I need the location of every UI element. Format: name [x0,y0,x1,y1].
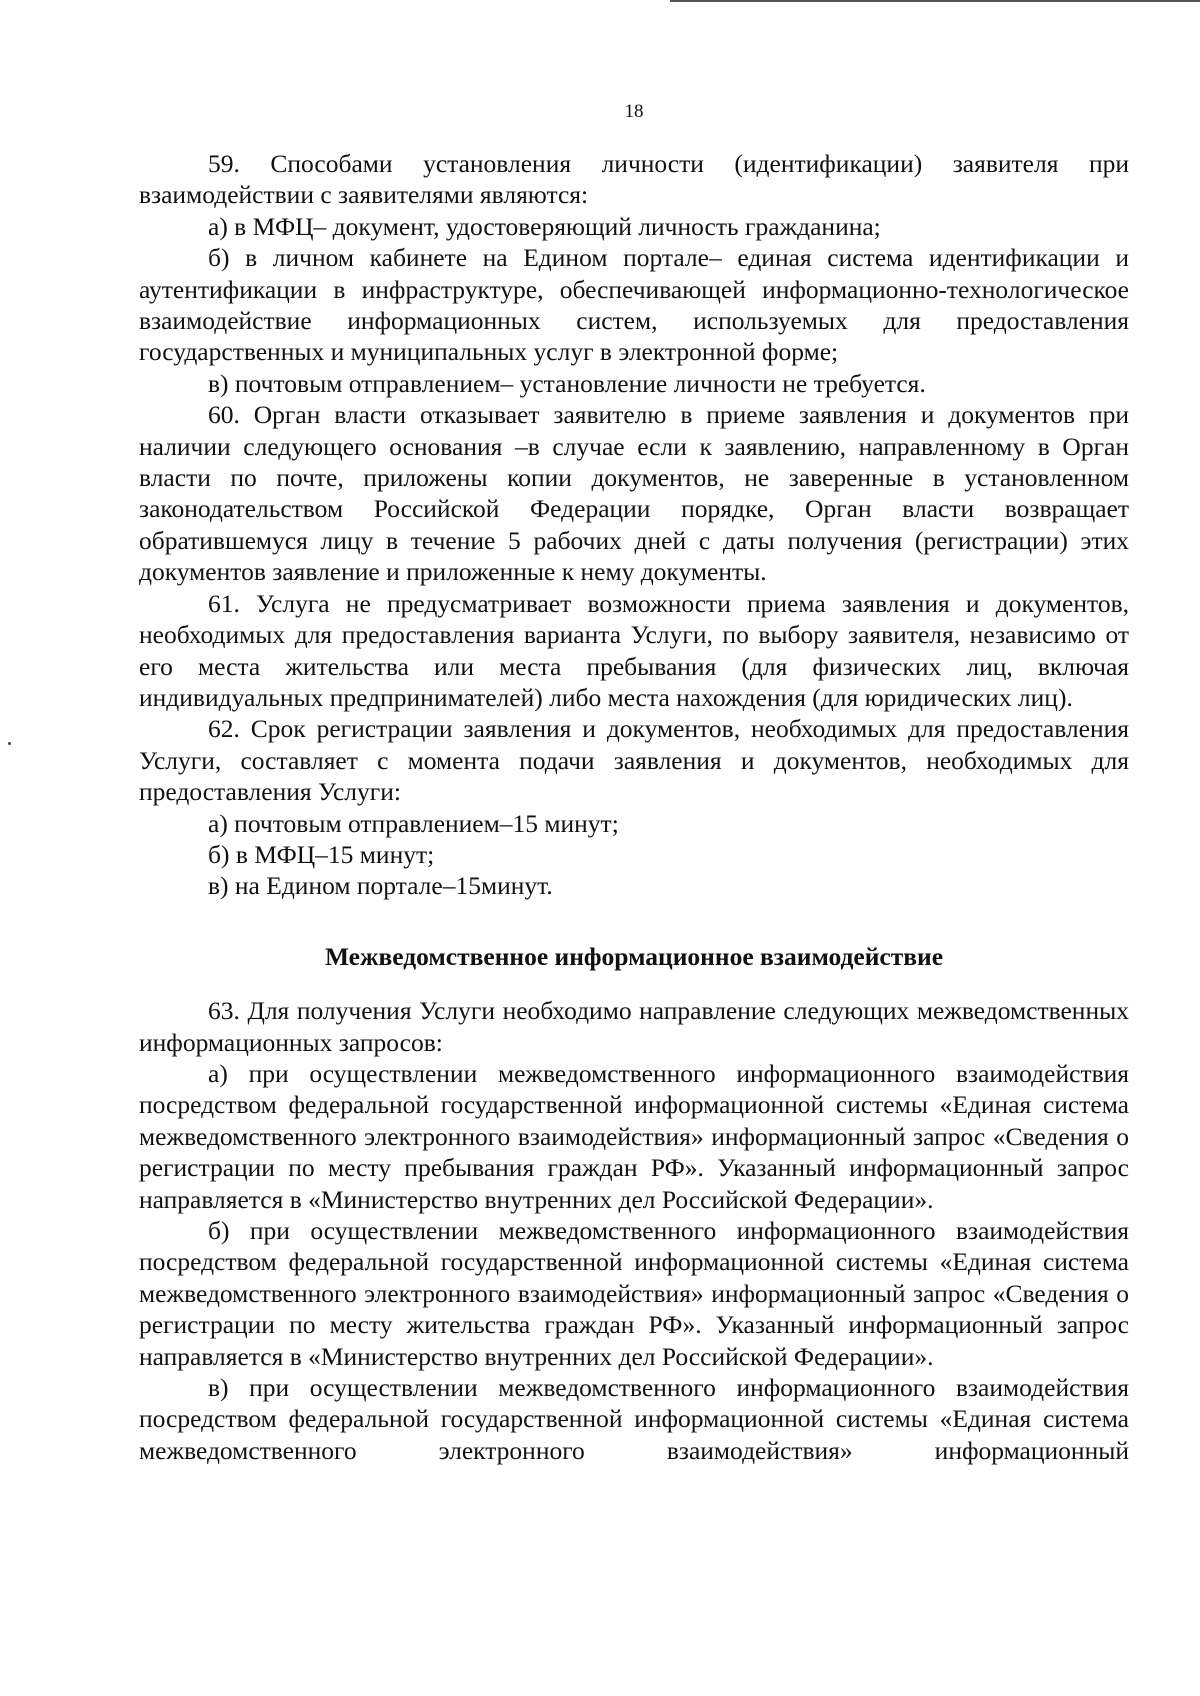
paragraph-60: 60. Орган власти отказывает заявителю в приеме заявления и документов при наличии следующего основания –в случае если к заявлению, направленному в Орган власти по почте, приложены копии документов, не заверенные в установленном законодательством Российской Федерации порядке, Орган власти возвращает обратившемуся лицу в течение 5 рабочих дней с даты получения (регистрации) этих документов заявление и приложенные к нему документы. [139,400,1129,587]
paragraph-61: 61. Услуга не предусматривает возможности приема заявления и документов, необходимых для предоставления варианта Услуги, по выбору заявителя, независимо от его места жительства или места пребывания (для физических лиц, включая индивидуальных предпринимателей) либо места нахождения (для юридических лиц). [139,588,1129,712]
paragraph-63-v: в) при осуществлении межведомственного информационного взаимодействия посредством федеральной государственной информационной системы «Единая система межведомственного электронного взаимодействия» информационный [139,1373,1129,1465]
paragraph-62-v: в) на Едином портале–15минут. [208,871,553,901]
paragraph-63-a: а) при осуществлении межведомственного информационного взаимодействия посредством федеральной государственной информационной системы «Единая система межведомственного электронного взаимодействия» информационный запрос «Сведения о регистрации по месту пребывания граждан РФ». Указанный информационный запрос направляется в «Министерство внутренних дел Российской Федерации». [139,1058,1129,1214]
section-heading: Межведомственное информационное взаимодействие [324,941,944,971]
scan-top-edge-line [670,0,1200,2]
paragraph-62: 62. Срок регистрации заявления и документов, необходимых для предоставления Услуги, составляет с момента подачи заявления и документов, необходимых для предоставления Услуги: [139,714,1129,807]
paragraph-59-b: б) в личном кабинете на Едином портале– единая система идентификации и аутентификации в инфраструктуре, обеспечивающей информационно-технологическое взаимодействие информационных систем, используемых для предоставления государственных и муниципальных услуг в электронной форме; [139,243,1129,367]
paragraph-59-v: в) почтовым отправлением– установление личности не требуется. [208,368,926,398]
paragraph-63-b: б) при осуществлении межведомственного информационного взаимодействия посредством федеральной государственной информационной системы «Единая система межведомственного электронного взаимодействия» информационный запрос «Сведения о регистрации по месту жительства граждан РФ». Указанный информационный запрос направляется в «Министерство внутренних дел Российской Федерации». [139,1216,1129,1371]
paragraph-62-b: б) в МФЦ–15 минут; [208,839,435,869]
document-page [139,100,1129,1466]
paragraph-59: 59. Способами установления личности (идентификации) заявителя при взаимодействии с заявителями являются: [139,149,1129,210]
page-number: 18 [624,101,644,122]
scan-speck [8,742,11,745]
paragraph-62-a: а) почтовым отправлением–15 минут; [208,808,619,838]
paragraph-63: 63. Для получения Услуги необходимо направление следующих межведомственных информационных запросов: [139,996,1129,1057]
paragraph-59-a: а) в МФЦ– документ, удостоверяющий личность гражданина; [208,211,881,241]
